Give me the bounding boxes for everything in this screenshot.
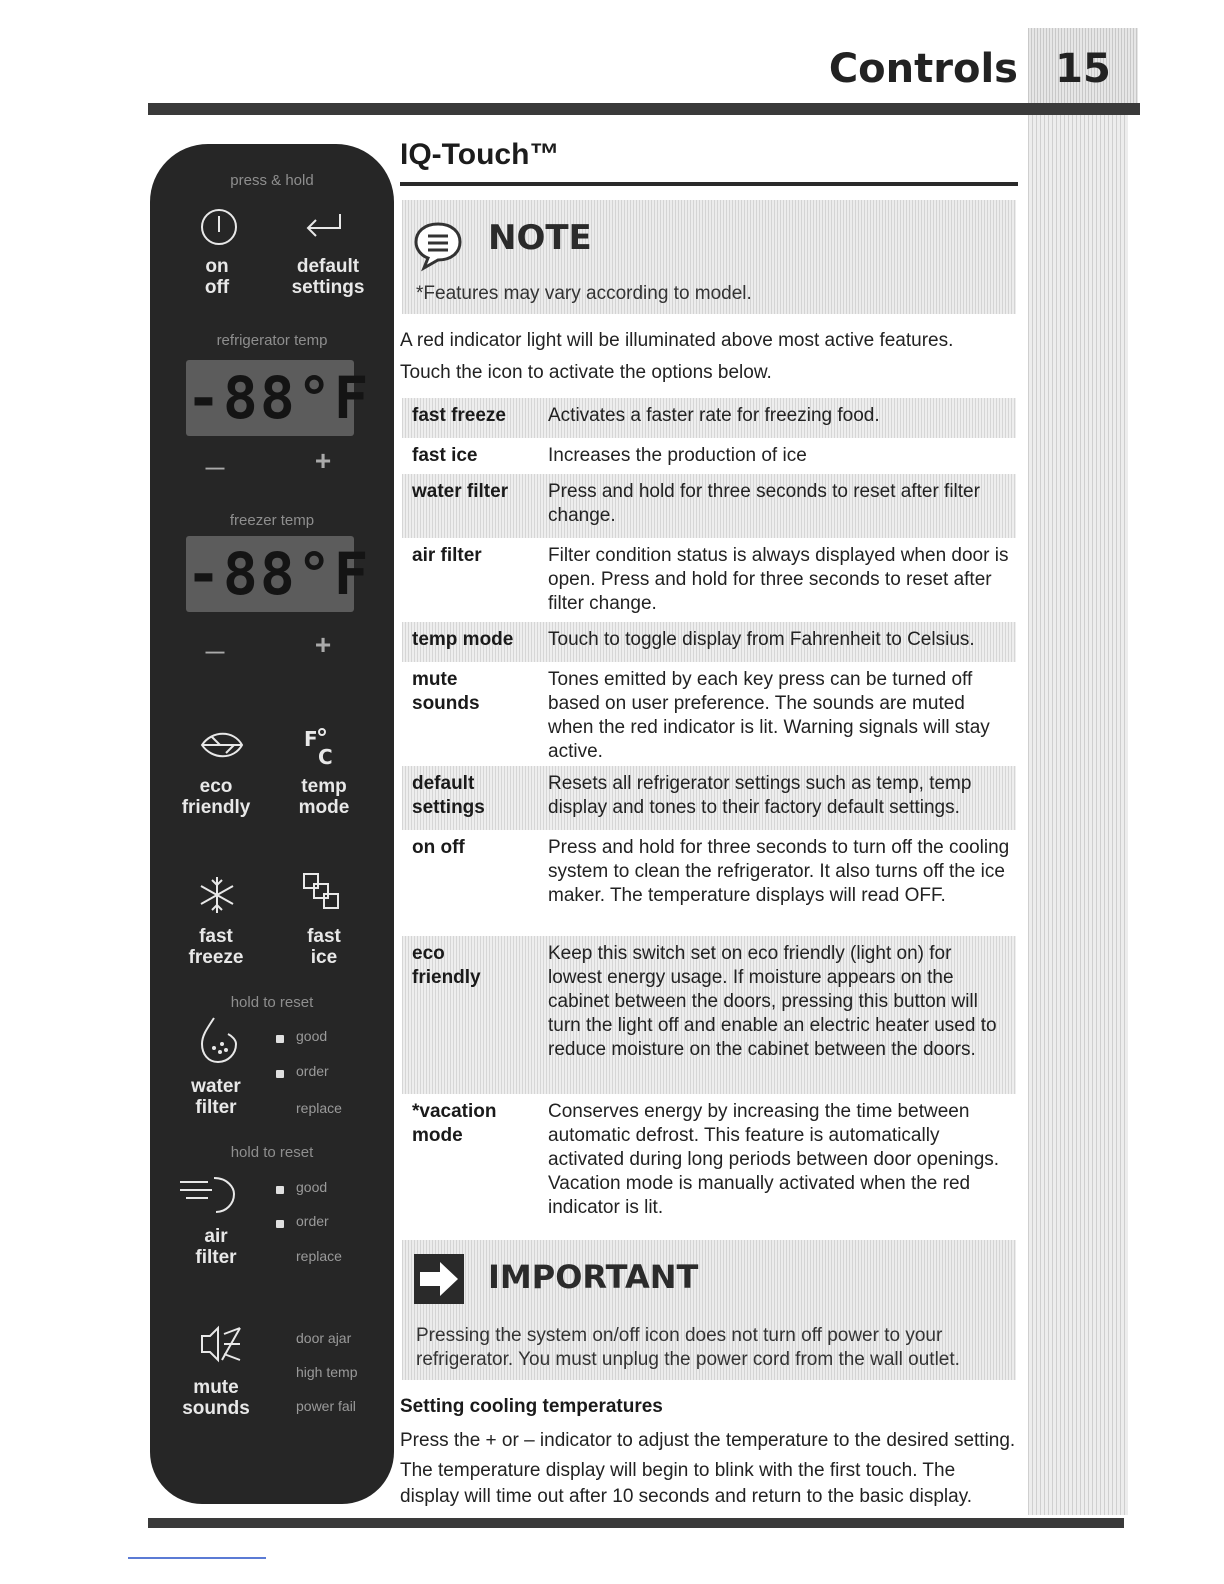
note-box: [402, 200, 1016, 314]
power-icon: [198, 206, 240, 248]
feature-description: Press and hold for three seconds to reset after filter change.: [548, 481, 980, 526]
air-good-indicator: [276, 1186, 284, 1194]
section-title: IQ-Touch™: [400, 138, 560, 171]
fast-freeze-label: fast freeze: [188, 926, 244, 968]
freezer-temp-caption: freezer temp: [229, 512, 315, 529]
feature-description: Conserves energy by increasing the time between automatic defrost. This feature is automatically activated during long periods between door openings. Vacation mode is manually activated when the red indicator is lit.: [548, 1101, 1000, 1218]
feature-description: Tones emitted by each key press can be turned off based on user preference. The sounds are muted when the red indicator is lit. Warning signals will stay active.: [548, 669, 990, 762]
air-filter-icon: [178, 1172, 242, 1216]
svg-text:C: C: [318, 745, 333, 768]
page-header-title: Controls: [828, 46, 1018, 92]
water-filter-label: water filter: [191, 1076, 241, 1118]
refrigerator-temp-caption: refrigerator temp: [216, 332, 328, 349]
on-off-label: on off: [204, 256, 230, 298]
snowflake-icon: [196, 874, 238, 916]
section-rule: [400, 182, 1018, 186]
water-order-indicator: [276, 1070, 284, 1078]
feature-term: *vacation mode: [412, 1101, 497, 1146]
feature-term: water filter: [412, 481, 509, 502]
feature-row: [402, 662, 1016, 766]
temp-mode-label: temp mode: [298, 776, 350, 818]
feature-description: Resets all refrigerator settings such as temp, temp display and tones to their factory default settings.: [548, 773, 972, 818]
important-title: IMPORTANT: [488, 1258, 699, 1296]
page-number: 15: [1055, 46, 1111, 92]
feature-term: eco friendly: [412, 943, 481, 988]
power-fail-label: power fail: [296, 1398, 356, 1414]
feature-row: [402, 622, 1016, 662]
control-panel: [150, 144, 394, 1504]
fast-ice-label: fast ice: [307, 926, 341, 968]
freezer-temp-digits: -88°F: [186, 540, 371, 608]
freezer-temp-display: [186, 536, 371, 612]
water-good-indicator: [276, 1035, 284, 1043]
feature-description: Activates a faster rate for freezing food.: [548, 405, 880, 426]
note-text: *Features may vary according to model.: [416, 283, 752, 304]
cooling-paragraph-1: Press the + or – indicator to adjust the temperature to the desired setting.: [400, 1430, 1016, 1451]
important-text: Pressing the system on/off icon does not turn off power to your refrigerator. You must unplug the power cord from the wall outlet.: [416, 1325, 960, 1370]
feature-term: temp mode: [412, 629, 514, 650]
air-order-label: order: [296, 1213, 329, 1229]
refrigerator-temp-display: [186, 360, 371, 436]
leaf-icon: [198, 728, 246, 762]
feature-row: [402, 438, 1016, 474]
footer-rule: [148, 1518, 1124, 1528]
feature-term: on off: [412, 837, 465, 858]
door-ajar-label: door ajar: [296, 1330, 352, 1346]
high-temp-label: high temp: [296, 1364, 358, 1380]
note-icon: [410, 220, 466, 272]
feature-term: fast freeze: [412, 405, 506, 426]
feature-row: [402, 538, 1016, 622]
eco-friendly-label: eco friendly: [181, 776, 251, 818]
air-replace-label: replace: [296, 1248, 342, 1264]
air-filter-label: air filter: [195, 1226, 237, 1268]
feature-term: default settings: [412, 773, 485, 818]
feature-row: [402, 766, 1016, 830]
water-hold-to-reset-caption: hold to reset: [230, 994, 314, 1011]
feature-term: air filter: [412, 545, 482, 566]
cooling-heading: Setting cooling temperatures: [400, 1396, 663, 1417]
feature-row: [402, 474, 1016, 538]
refrigerator-temp-digits: -88°F: [186, 364, 371, 432]
ice-cubes-icon: [300, 870, 344, 914]
feature-row: [402, 398, 1016, 438]
default-settings-label: default settings: [291, 256, 365, 298]
fahrenheit-celsius-icon: [300, 724, 344, 768]
refrigerator-plus: +: [314, 445, 332, 476]
water-order-label: order: [296, 1063, 329, 1079]
water-drop-icon: [196, 1016, 246, 1068]
feature-description: Increases the production of ice: [548, 445, 807, 466]
feature-row: [402, 830, 1016, 936]
feature-description: Keep this switch set on eco friendly (light on) for lowest energy usage. If moisture appears on the cabinet between the doors, pressing this button will turn the light off and enable an electric heater used to reduce moisture on the cabinet between the doors.: [548, 943, 997, 1060]
arrow-right-icon: [412, 1252, 466, 1306]
header-rule: [148, 103, 1140, 115]
feature-row: [402, 1094, 1016, 1226]
press-hold-caption: press & hold: [230, 172, 314, 189]
feature-row: [402, 936, 1016, 1094]
mute-speaker-icon: [198, 1324, 244, 1364]
freezer-plus: +: [314, 629, 332, 660]
air-hold-to-reset-caption: hold to reset: [230, 1144, 314, 1161]
mute-sounds-label: mute sounds: [182, 1377, 250, 1419]
air-good-label: good: [296, 1179, 328, 1195]
note-title: NOTE: [488, 218, 592, 258]
intro-line-1: A red indicator light will be illuminated above most active features.: [400, 330, 954, 351]
svg-text:F: F: [304, 727, 318, 751]
feature-description: Filter condition status is always displayed when door is open. Press and hold for three seconds to reset after filter change.: [548, 545, 1009, 614]
air-order-indicator: [276, 1220, 284, 1228]
important-box: [402, 1240, 1016, 1380]
cooling-paragraph-2: The temperature display will begin to blink with the first touch. The display will time out after 10 seconds and return to the basic display.: [400, 1460, 973, 1507]
return-icon: [300, 210, 346, 240]
feature-term: mute sounds: [412, 669, 480, 714]
feature-term: fast ice: [412, 445, 478, 466]
water-replace-label: replace: [296, 1100, 342, 1116]
water-good-label: good: [296, 1028, 328, 1044]
intro-line-2: Touch the icon to activate the options below.: [400, 362, 772, 383]
side-strip: [1028, 115, 1128, 1515]
refrigerator-minus: —: [205, 458, 225, 479]
feature-description: Touch to toggle display from Fahrenheit to Celsius.: [548, 629, 975, 650]
feature-description: Press and hold for three seconds to turn off the cooling system to clean the refrigerator. It also turns off the ice maker. The temperature displays will read OFF.: [548, 837, 1010, 906]
footer-link-underline: [128, 1557, 266, 1559]
freezer-minus: —: [205, 642, 225, 663]
